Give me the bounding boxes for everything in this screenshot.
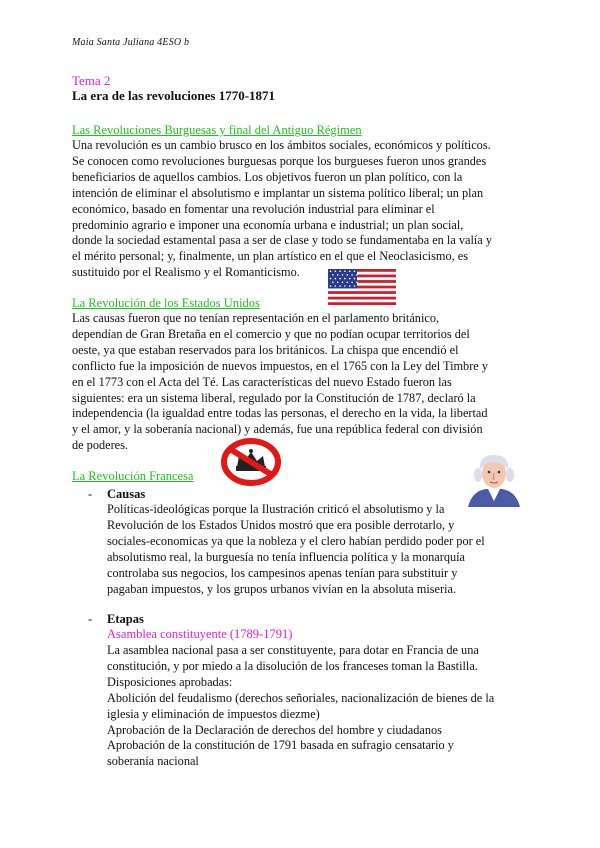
section-2-paragraph xyxy=(72,311,532,454)
bullet-causas xyxy=(88,487,145,502)
bullet-dash: - xyxy=(88,612,93,626)
text-line: económico, basado en fomentar una revolución industrial para eliminar el xyxy=(72,201,435,216)
text-line: Disposiciones aprobadas: xyxy=(107,674,233,689)
text-line: pagaban impuestos, y los grupos urbanos vivían en la absoluta miseria. xyxy=(107,581,457,596)
text-line: intención de eliminar el absolutismo e implantar un sistema político liberal; un plan xyxy=(72,185,484,200)
page-title: La era de las revoluciones 1770-1871 xyxy=(72,88,276,103)
text-line: controlaba sus negocios, los campesinos apenas tenían para substituir y xyxy=(107,565,458,580)
text-line: Aprobación de la constitución de 1791 basada en sufragio censatario y xyxy=(107,738,454,753)
text-line: predominio agrario e imponer una economía urbana e industrial; un plan social, xyxy=(72,217,464,232)
tema-label: Tema 2 xyxy=(72,73,111,88)
text-line: soberanía nacional xyxy=(107,754,199,769)
etapas-label: Etapas xyxy=(107,612,144,626)
causas-paragraph xyxy=(107,502,532,597)
bullet-dash: - xyxy=(88,487,93,501)
section-heading-revolucion-estados-unidos[interactable]: La Revolución de los Estados Unidos xyxy=(72,296,260,310)
text-line: el mérito personal; y, finalmente, un plan artístico en el que el Neoclasicismo, es xyxy=(72,249,468,264)
text-line: y el amor, y la soberanía nacional) y además, fue una república federal con división xyxy=(72,422,483,437)
text-line: La asamblea nacional pasa a ser constituyente, para dotar en Francia de una xyxy=(107,643,479,657)
text-line: sociales-economicas ya que la nobleza y el clero habían perdido poder por el xyxy=(107,533,485,548)
text-line: independencia (la igualdad entre todas las personas, el derecho en la vida, la libertad xyxy=(72,406,488,421)
etapas-paragraph xyxy=(107,643,532,770)
author-line: Maia Santa Juliana 4ESO b xyxy=(72,37,190,48)
text-line: beneficiarios de aquellos cambios. Los objetivos fueron un plan político, con la xyxy=(72,169,463,184)
text-line: sustituido por el Realismo y el Romanticismo. xyxy=(72,265,300,280)
text-line: conflicto fue la imposición de nuevos impuestos, en el 1765 con la Ley del Timbre y xyxy=(72,358,488,373)
bullet-etapas xyxy=(88,612,144,627)
text-line: Políticas-ideológicas porque la Ilustración criticó el absolutismo y la xyxy=(107,502,445,516)
us-flag-icon xyxy=(328,269,396,305)
text-line: de poderes. xyxy=(72,438,128,453)
section-heading-revoluciones-burguesas[interactable]: Las Revoluciones Burguesas y final del Antiguo Régimen xyxy=(72,123,362,137)
text-line: en el 1773 con el Acta del Té. Las características del nuevo Estado fueron las xyxy=(72,374,452,389)
text-line: donde la sociedad estamental pasa a ser de clase y todo se fundamentaba en la valía y xyxy=(72,233,492,248)
text-line: Se conocen como revoluciones burguesas porque los burgueses fueron unos grandes xyxy=(72,153,487,168)
causas-label: Causas xyxy=(107,487,146,501)
text-line: Una revolución es un cambio brusco en los ámbitos sociales, económicos y políticos. xyxy=(72,138,491,152)
text-line: Aprobación de la Declaración de derechos del hombre y ciudadanos xyxy=(107,722,442,737)
text-line: absolutismo real, la burguesía no tenía influencia política y la monarquía xyxy=(107,549,465,564)
no-crown-icon xyxy=(220,437,282,487)
text-line: Las causas fueron que no tenían representación en el parlamento británico, xyxy=(72,311,440,325)
text-line: siguientes: era un sistema liberal, regulado por la Constitución de 1787, declaró la xyxy=(72,390,476,405)
section-heading-revolucion-francesa[interactable]: La Revolución Francesa xyxy=(72,469,194,483)
washington-portrait-icon xyxy=(462,449,524,509)
text-line: oeste, ya que estaban reservados para los británicos. La chispa que encendió el xyxy=(72,342,459,357)
text-line: dependían de Gran Bretaña en el comercio y que no podían ocupar territorios del xyxy=(72,326,470,341)
text-line: iglesia y eliminación de impuestos diezme) xyxy=(107,706,320,721)
text-line: Revolución de los Estados Unidos mostró que era posible derrotarlo, y xyxy=(107,517,455,532)
section-1-paragraph xyxy=(72,138,532,281)
text-line: Abolición del feudalismo (derechos señoriales, nacionalización de bienes de la xyxy=(107,690,495,705)
text-line: constitución, y por miedo a la disolución de los franceses toman la Bastilla. xyxy=(107,658,478,673)
asamblea-constituyente-title: Asamblea constituyente (1789-1791) xyxy=(107,627,293,641)
